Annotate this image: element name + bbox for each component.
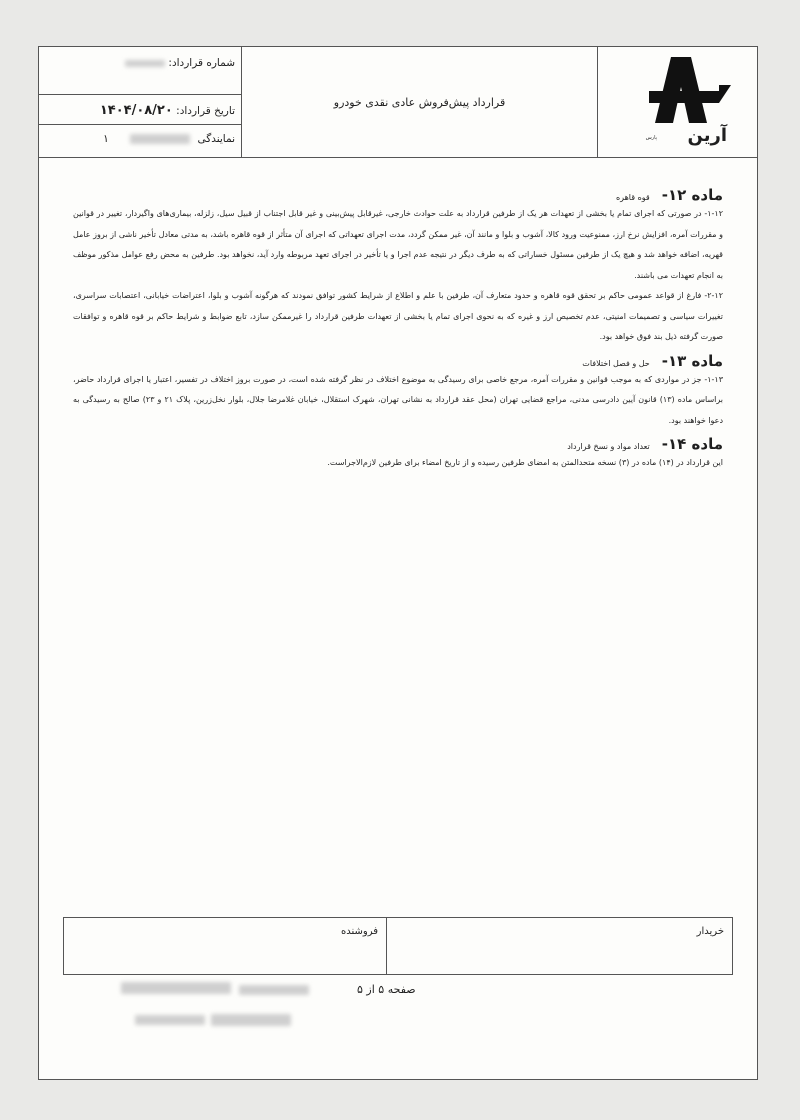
redacted-agency-name [130,134,190,144]
contract-date: ۱۴۰۴/۰۸/۲۰ [99,103,173,118]
clause-13-1: ۱-۱۳- جز در مواردی که به موجب قوانین و مقررات آمره، مرجع خاصی برای رسیدگی به موضوع اختلاف در نظر گرفته شده است، در صورت بروز اختلاف در تفسیر، اعتبار یا اجرای قرارداد حاضر، براساس ماده (۱۳) قانون آیین دادرسی مدنی، مراجع قضایی تهران (محل عقد قرارداد به نشانی تهران، شهرک استقلال، خیابان غلامرضا جلال، بلوار نخل‌زرین، پلاک ۲۱ و ۲۳) صالح به رسیدگی به دعوا خواهند بود. [73,374,724,425]
signature-box [63,917,733,975]
agency-label: نمایندگی [197,133,235,145]
clause-14: این قرارداد در (۱۴) ماده در (۳) نسخه متحدالمتن به امضای طرفین رسیده و از تاریخ امضاء برای طرفین لازم‌الاجراست. [327,458,723,467]
seller-label: فروشنده [340,926,378,937]
redacted-footer-line-1b [239,979,309,989]
contract-number-row [39,47,241,95]
contract-date-row [39,95,241,125]
buyer-signature-cell [386,918,732,974]
logo-cell [597,47,757,157]
document-page [38,46,758,1080]
contract-date-label: تاریخ قرارداد: [176,105,235,117]
article-13-heading [73,352,723,370]
document-header [39,47,757,158]
page-number: صفحه ۵ از ۵ [357,983,416,996]
seller-signature-cell [64,918,386,974]
agency-digit: ۱ [103,133,109,145]
article-12-heading [73,186,723,204]
logo-a-icon [625,55,735,127]
article-number: ماده ۱۴- [661,435,723,453]
redacted-footer-line-1a [121,977,231,989]
contract-info-cell [39,47,241,157]
contract-body [73,182,723,474]
document-title: قرارداد پیش‌فروش عادی نقدی خودرو [333,95,506,109]
redacted-contract-number [125,60,165,67]
article-number: ماده ۱۳- [661,351,723,370]
article-title: حل و فصل اختلافات [582,358,650,368]
clause-12-1: ۱-۱۲- در صورتی که اجرای تمام یا بخشی از تعهدات هر یک از طرفین قرارداد به علت حوادث خارجی، غیرقابل پیش‌بینی و غیر قابل اجتناب از قبیل سیل، زلزله، بیماری‌های واگیردار، تغییر در قوانین و مقررات آمره، افزایش نرخ ارز، ممنوعیت ورود کالا، آشوب و بلوا و مانند آن، غیر ممکن گردد، مدت اجرای تعهداتی که اجرای آن متأثر از قوه قاهره باشد، به مدتی معادل تأخیر ناشی از بروز عامل قهریه، اضافه خواهد شد و هیچ یک از طرفین مسئول خساراتی که به طرف دیگر در نتیجه عدم اجرا و یا تأخیر در اجرای تعهد مربوطه وارد آید، نخواهد بود. طرفین به محض رفع عوامل مذکور موظف به انجام تعهدات می باشند. [73,209,723,280]
redacted-footer-line-2a [135,1009,205,1019]
redacted-footer-line-2b [211,1009,291,1021]
buyer-label: خریدار [696,926,724,937]
article-14-heading [73,435,723,453]
logo-text: آرین [687,125,727,146]
contract-number-label: شماره قرارداد: [168,57,235,69]
document-title-cell [241,47,597,157]
agency-row [39,125,241,157]
company-logo [625,55,735,151]
logo-subtext: پارس [645,135,657,141]
article-number: ماده ۱۲- [661,186,723,204]
article-title: قوه قاهره [615,193,650,202]
article-title: تعداد مواد و نسخ قرارداد [567,442,650,451]
clause-12-2: ۲-۱۲- فارغ از قواعد عمومی حاکم بر تحقق قوه قاهره و حدود متعارف آن، طرفین با علم و اطلاع از شرایط کشور توافق نمودند که هرگونه آشوب و بلوا، اعتراضات خیابانی، اعتصابات سراسری، تغییرات سیاسی و تصمیمات امنیتی، عدم تخصیص ارز و غیره که به نحوی اجرای تمام یا بخشی از تعهدات طرفین قرارداد را غیرممکن سازد، تابع ضوابط و شرایط حاکم بر قوه قاهره و توافقات صورت گرفته ذیل بند فوق خواهد بود. [73,291,723,341]
